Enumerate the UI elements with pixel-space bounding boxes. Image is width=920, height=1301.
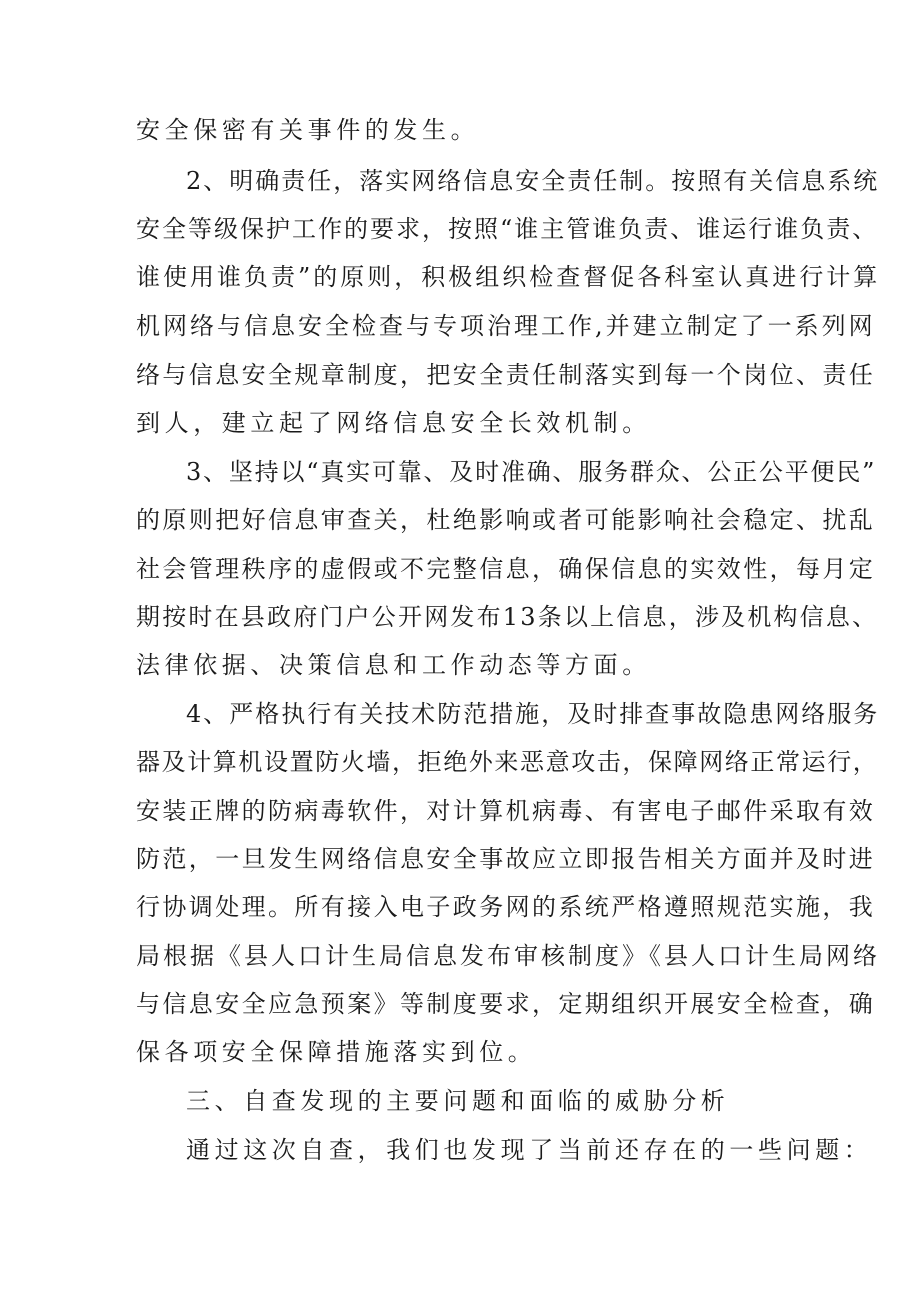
text-line: 社会管理秩序的虚假或不完整信息，确保信息的实效性，每月定 (136, 555, 876, 583)
text-line: 局根据《县人口计生局信息发布审核制度》《县人口计生局网络 (136, 942, 880, 970)
text-line: 安装正牌的防病毒软件，对计算机病毒、有害电子邮件采取有效 (136, 797, 876, 825)
text-line: 安全保密有关事件的发生。 (136, 116, 480, 144)
text-line: 4、严格执行有关技术防范措施，及时排查事故隐患网络服务 (186, 700, 880, 728)
text-line: 谁使用谁负责”的原则，积极组织检查督促各科室认真进行计算 (136, 263, 881, 291)
text-line: 防范，一旦发生网络信息安全事故应立即报告相关方面并及时进 (136, 845, 876, 873)
text-line: 安全等级保护工作的要求，按照“谁主管谁负责、谁运行谁负责、 (136, 215, 879, 243)
text-line: 到人，建立起了网络信息安全长效机制。 (136, 409, 651, 437)
text-line: 期按时在县政府门户公开网发布13条以上信息，涉及机构信息、 (136, 603, 879, 631)
text-line: 器及计算机设置防火墙，拒绝外来恶意攻击，保障网络正常运行， (136, 748, 879, 776)
text-line: 的原则把好信息审查关，杜绝影响或者可能影响社会稳定、扰乱 (136, 506, 876, 534)
text-line: 通过这次自查，我们也发现了当前还存在的一些问题： (186, 1136, 873, 1164)
text-line: 保各项安全保障措施落实到位。 (136, 1038, 537, 1066)
section-heading: 三、自查发现的主要问题和面临的威胁分析 (186, 1087, 730, 1115)
text-line: 络与信息安全规章制度，把安全责任制落实到每一个岗位、责任 (136, 361, 876, 389)
text-line: 法律依据、决策信息和工作动态等方面。 (136, 651, 651, 679)
text-line: 机网络与信息安全检查与专项治理工作,并建立制定了一系列网 (136, 312, 876, 340)
text-line: 2、明确责任，落实网络信息安全责任制。按照有关信息系统 (186, 167, 880, 195)
text-line: 行协调处理。所有接入电子政务网的系统严格遵照规范实施，我 (136, 893, 876, 921)
text-line: 3、坚持以“真实可靠、及时准确、服务群众、公正公平便民” (186, 458, 877, 486)
text-line: 与信息安全应急预案》等制度要求，定期组织开展安全检查，确 (136, 990, 876, 1018)
